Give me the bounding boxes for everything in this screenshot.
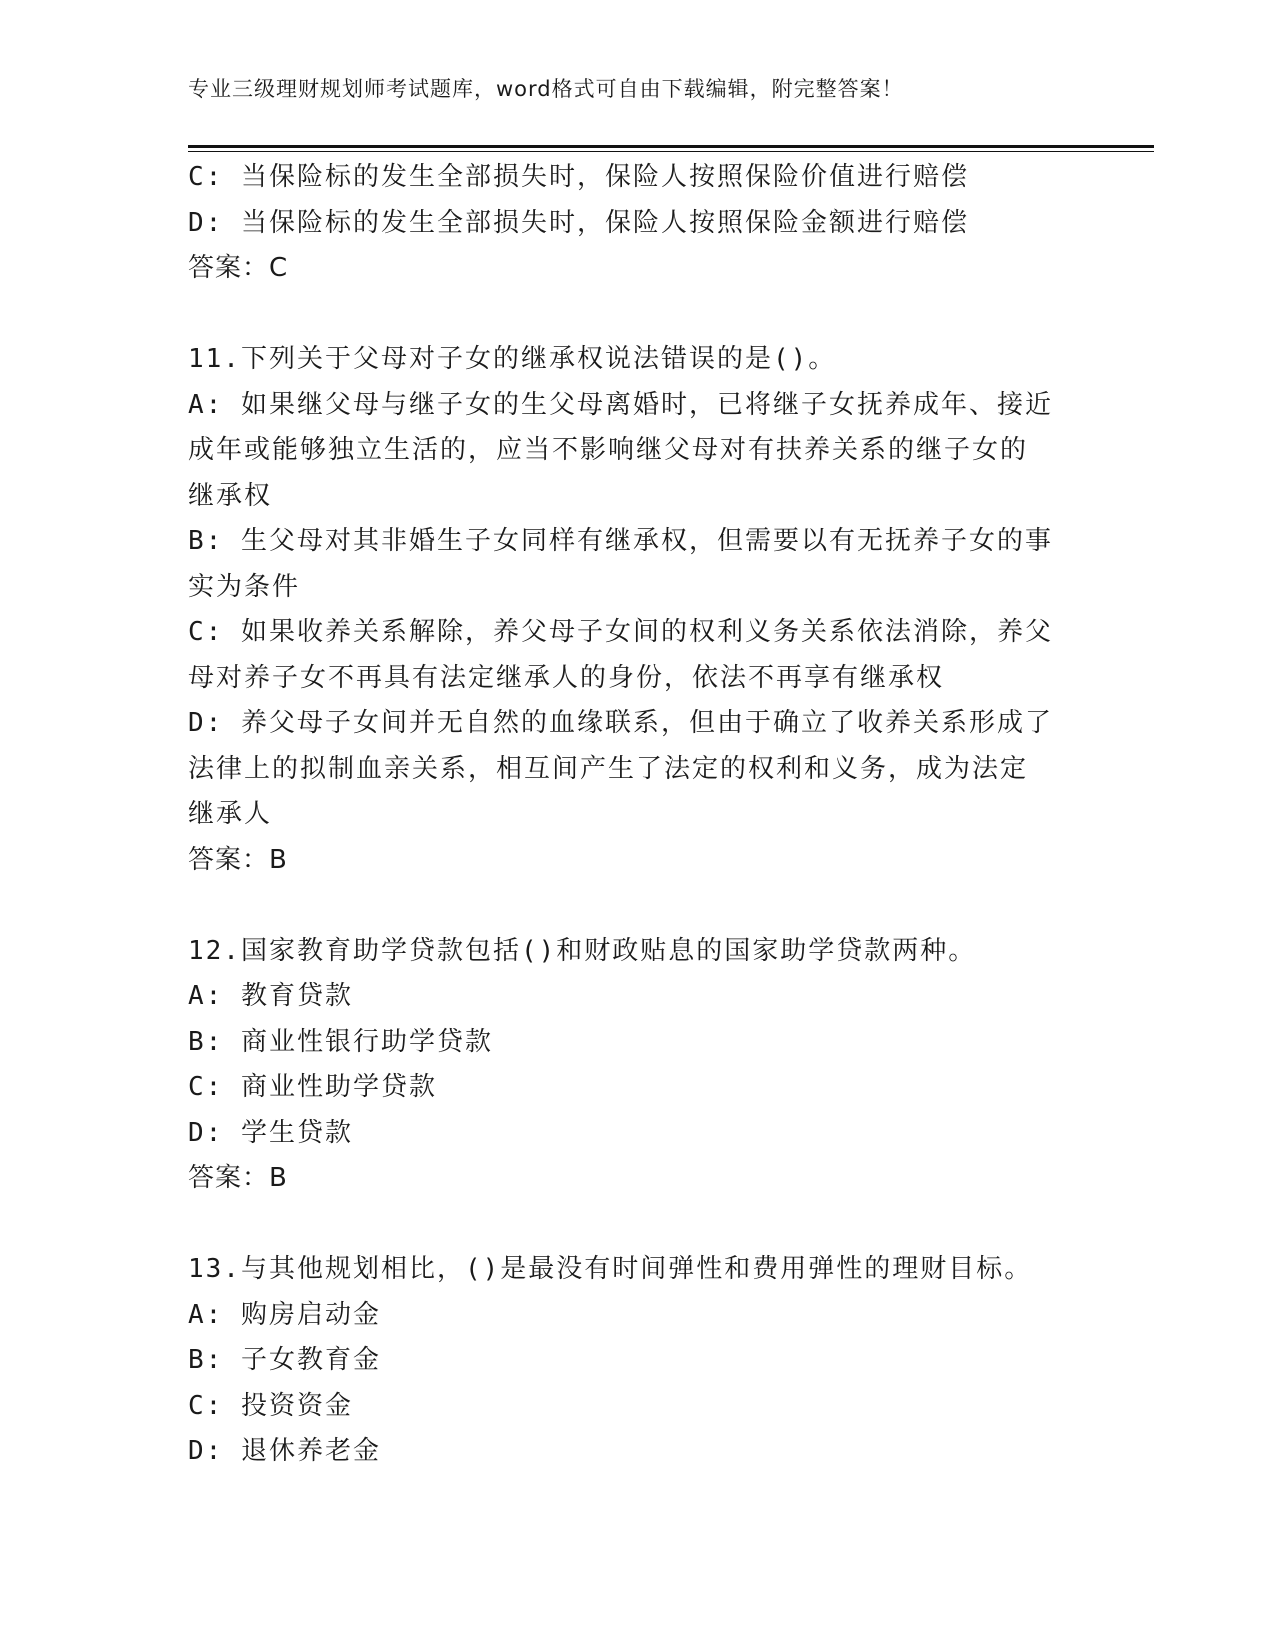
spacer	[188, 1202, 1088, 1248]
option-d-line-2: 法律上的拟制血亲关系，相互间产生了法定的权利和义务，成为法定	[188, 753, 1029, 784]
option-a-line-2: 成年或能够独立生活的，应当不影响继父母对有扶养关系的继子女的	[188, 435, 1029, 465]
option-a-line-1: A: 如果继父母与继子女的生父母离婚时，已将继子女抚养成年、接近	[188, 389, 1053, 420]
header-rule-thick	[188, 145, 1154, 148]
option-b-line-1: B: 生父母对其非婚生子女同样有继承权，但需要以有无抚养子女的事	[188, 526, 1053, 556]
spacer	[188, 883, 1088, 929]
question-stem: 13.与其他规划相比，()是最没有时间弹性和费用弹性的理财目标。	[188, 1254, 1033, 1284]
option-b: B: 商业性银行助学贷款	[188, 1026, 493, 1057]
answer-line: 答案：B	[188, 1163, 288, 1193]
question-stem: 12.国家教育助学贷款包括()和财政贴息的国家助学贷款两种。	[188, 935, 977, 966]
option-c: C: 当保险标的发生全部损失时，保险人按照保险价值进行赔偿	[188, 162, 969, 192]
option-b: B: 子女教育金	[188, 1345, 381, 1375]
question-11	[188, 337, 1088, 883]
option-c-line-2: 母对养子女不再具有法定继承人的身份，依法不再享有继承权	[188, 662, 945, 693]
question-content	[188, 155, 1088, 1475]
option-c: C: 投资资金	[188, 1390, 353, 1421]
previous-question-tail	[188, 155, 1088, 292]
option-a: A: 教育贷款	[188, 981, 353, 1011]
page-header: 专业三级理财规划师考试题库，word格式可自由下载编辑，附完整答案！	[188, 77, 904, 101]
option-a-line-3: 继承权	[188, 480, 273, 511]
option-d-line-1: D: 养父母子女间并无自然的血缘联系，但由于确立了收养关系形成了	[188, 708, 1053, 738]
spacer	[188, 292, 1088, 338]
option-d: D: 当保险标的发生全部损失时，保险人按照保险金额进行赔偿	[188, 207, 969, 238]
answer-line: 答案：C	[188, 253, 289, 283]
option-d: D: 学生贷款	[188, 1117, 353, 1148]
option-a: A: 购房启动金	[188, 1299, 381, 1330]
option-b-line-2: 实为条件	[188, 571, 301, 602]
question-stem: 11.下列关于父母对子女的继承权说法错误的是()。	[188, 344, 837, 374]
header-rule-thin	[188, 151, 1154, 152]
option-c-line-1: C: 如果收养关系解除，养父母子女间的权利义务关系依法消除，养父	[188, 617, 1053, 647]
option-d-line-3: 继承人	[188, 799, 273, 829]
answer-line: 答案：B	[188, 844, 288, 875]
option-c: C: 商业性助学贷款	[188, 1072, 437, 1102]
question-13	[188, 1247, 1088, 1475]
option-d: D: 退休养老金	[188, 1436, 381, 1466]
question-12	[188, 929, 1088, 1202]
